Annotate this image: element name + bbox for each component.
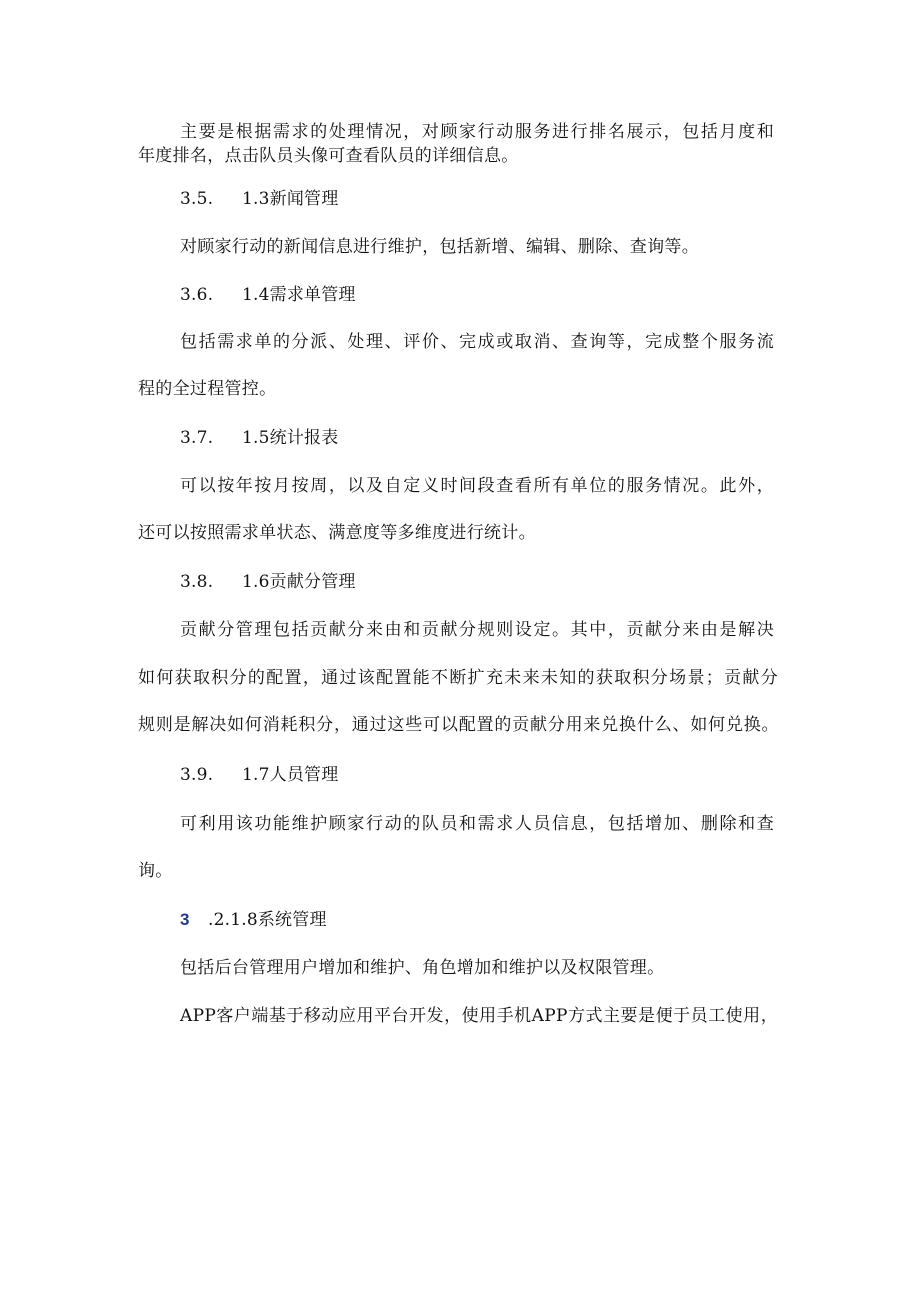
paragraph-line: 主要是根据需求的处理情况，对顾家行动服务进行排名展示，包括月度和 <box>180 122 774 142</box>
paragraph-line: 包括需求单的分派、处理、评价、完成或取消、查询等，完成整个服务流 <box>180 332 774 352</box>
paragraph-line: 询。 <box>138 861 173 881</box>
paragraph-line: 程的全过程管控。 <box>138 379 277 399</box>
heading-title: 1.6贡献分管理 <box>242 572 356 592</box>
heading-number: 3 <box>180 910 190 929</box>
paragraph-line: 包括后台管理用户增加和维护、角色增加和维护以及权限管理。 <box>180 958 665 978</box>
heading-title: 1.4需求单管理 <box>242 285 356 305</box>
heading-number: 3.7. <box>180 428 214 448</box>
heading-number: 3.9. <box>180 765 214 785</box>
section-heading <box>180 427 338 449</box>
heading-title: 1.3新闻管理 <box>242 189 339 209</box>
paragraph-line: 可利用该功能维护顾家行动的队员和需求人员信息，包括增加、删除和查 <box>180 814 774 834</box>
paragraph-line: 可以按年按月按周，以及自定义时间段查看所有单位的服务情况。此外， <box>180 476 774 496</box>
section-heading <box>180 764 338 786</box>
section-heading <box>180 909 327 931</box>
heading-title: 1.7人员管理 <box>242 765 339 785</box>
paragraph-line: 对顾家行动的新闻信息进行维护，包括新增、编辑、删除、查询等。 <box>180 237 699 257</box>
heading-number: 3.6. <box>180 285 214 305</box>
paragraph-line: APP客户端基于移动应用平台开发，使用手机APP方式主要是便于员工使用， <box>180 1006 778 1026</box>
heading-number: 3.5. <box>180 189 214 209</box>
heading-number: 3.8. <box>180 572 214 592</box>
paragraph-line: 贡献分管理包括贡献分来由和贡献分规则设定。其中，贡献分来由是解决 <box>180 620 774 640</box>
paragraph-line: 年度排名，点击队员头像可查看队员的详细信息。 <box>138 146 519 166</box>
paragraph-line: 如何获取积分的配置，通过该配置能不断扩充未来未知的获取积分场景；贡献分 <box>138 668 778 688</box>
heading-title: 1.5统计报表 <box>242 428 339 448</box>
heading-title: .2.1.8系统管理 <box>208 910 327 930</box>
paragraph-line: 规则是解决如何消耗积分，通过这些可以配置的贡献分用来兑换什么、如何兑换。 <box>138 715 778 735</box>
section-heading <box>180 284 356 306</box>
paragraph-line: 还可以按照需求单状态、满意度等多维度进行统计。 <box>138 523 536 543</box>
section-heading <box>180 188 338 210</box>
section-heading <box>180 571 356 593</box>
